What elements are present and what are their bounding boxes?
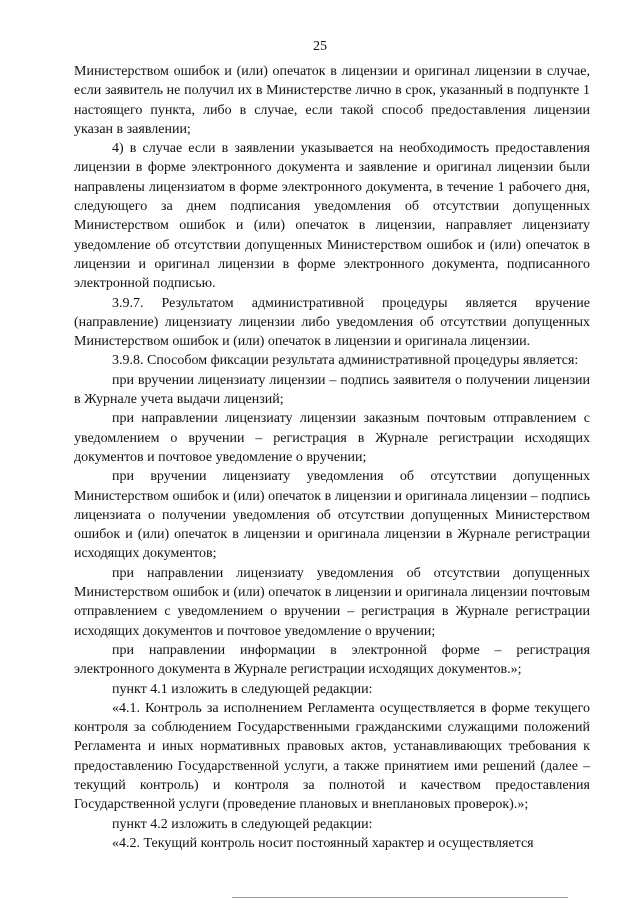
paragraph-fixation-5: при направлении информации в электронной форме – регистрация электронного документа в Журнале регистрации исходящих документов.»; bbox=[74, 642, 590, 678]
paragraph-3-9-7: 3.9.7. Результатом административной процедуры является вручение (направление) лицензиату лицензии либо уведомления об отсутствии допущенных Министерством ошибок и (или) опечаток в лицензии и оригинала лицензии. bbox=[74, 295, 590, 350]
paragraph-item-4: 4) в случае если в заявлении указывается на необходимость предоставления лицензии в форме электронного документа и заявление и оригинал лицензии были направлены лицензиатом в форме электронного документа, в течение 1 рабочего дня, следующего за днем подписания уведомления об отсутствии допущенных Министерством ошибок и (или) опечаток в лицензии, направляет лицензиату уведомление об отсутствии допущенных Министерством ошибок и (или) опечаток в лицензии и оригинал лицензии в форме электронного документа, подписанного электронной подписью. bbox=[74, 141, 590, 292]
document-body bbox=[74, 62, 590, 853]
paragraph-fixation-1: при вручении лицензиату лицензии – подпись заявителя о получении лицензии в Журнале учета выдачи лицензий; bbox=[74, 372, 590, 408]
page-number: 25 bbox=[313, 39, 327, 54]
paragraph-point-4-1-intro: пункт 4.1 изложить в следующей редакции: bbox=[112, 681, 373, 697]
paragraph-point-4-2-intro: пункт 4.2 изложить в следующей редакции: bbox=[112, 816, 373, 832]
paragraph-fixation-3: при вручении лицензиату уведомления об отсутствии допущенных Министерством ошибок и (или) опечаток в лицензии и оригинала лицензии – подпись лицензиата о получении уведомления об отсутствии допущенных Министерством ошибок и (или) опечаток в лицензии и оригинала лицензии в Журнале регистрации исходящих документов; bbox=[74, 469, 590, 562]
paragraph-point-4-2: «4.2. Текущий контроль носит постоянный характер и осуществляется bbox=[112, 835, 534, 851]
paragraph-point-4-1: «4.1. Контроль за исполнением Регламента осуществляется в форме текущего контроля за соблюдением Государственными гражданскими служащими положений Регламента и иных нормативных правовых актов, устанавливающих требования к предоставлению Государственной услуги, а также принятием ими решений (далее – текущий контроль) и контроля за полнотой и качеством предоставления Государственной услуги (проведение плановых и внеплановых проверок).»; bbox=[74, 700, 590, 813]
paragraph-continuation: Министерством ошибок и (или) опечаток в лицензии и оригинал лицензии в случае, если заявитель не получил их в Министерстве лично в срок, указанный в подпункте 1 настоящего пункта, либо в случае, если такой способ предоставления лицензии указан в заявлении; bbox=[74, 64, 590, 137]
paragraph-fixation-4: при направлении лицензиату уведомления об отсутствии допущенных Министерством ошибок и (или) опечаток в лицензии и оригинала лицензии почтовым отправлением с уведомлением о вручении – регистрация в Журнале регистрации исходящих документов и почтовое уведомление о вручении; bbox=[74, 565, 590, 639]
paragraph-3-9-8: 3.9.8. Способом фиксации результата административной процедуры является: bbox=[112, 353, 579, 369]
bottom-edge-line bbox=[232, 897, 568, 898]
paragraph-fixation-2: при направлении лицензиату лицензии заказным почтовым отправлением с уведомлением о вручении – регистрация в Журнале регистрации исходящих документов и почтовое уведомление о вручении; bbox=[74, 411, 590, 465]
